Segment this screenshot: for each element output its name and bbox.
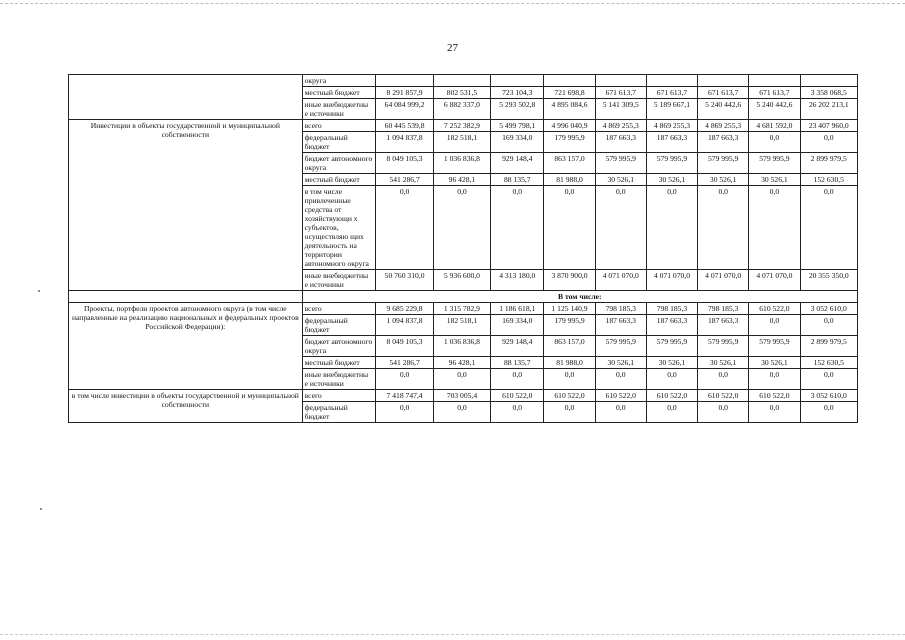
source-label: местный бюджет — [302, 357, 376, 369]
value-cell: 187 663,3 — [646, 315, 697, 336]
value-cell: 0,0 — [491, 402, 544, 423]
value-cell: 30 526,1 — [749, 174, 800, 186]
value-cell: 798 185,3 — [698, 303, 749, 315]
value-cell — [646, 75, 697, 87]
value-cell: 152 630,5 — [800, 357, 857, 369]
value-cell: 0,0 — [749, 186, 800, 270]
value-cell: 0,0 — [800, 369, 857, 390]
value-cell: 8 049 105,3 — [376, 153, 433, 174]
value-cell: 20 355 350,0 — [800, 270, 857, 291]
value-cell: 1 315 782,9 — [433, 303, 490, 315]
empty-cell — [69, 291, 303, 303]
value-cell: 0,0 — [595, 186, 646, 270]
value-cell: 1 094 837,8 — [376, 132, 433, 153]
source-label: бюджет автономного округа — [302, 336, 376, 357]
value-cell: 610 522,0 — [749, 303, 800, 315]
source-label: бюджет автономного округа — [302, 153, 376, 174]
value-cell — [544, 75, 595, 87]
value-cell: 26 202 213,1 — [800, 99, 857, 120]
value-cell: 1 036 836,8 — [433, 336, 490, 357]
value-cell: 929 148,4 — [491, 336, 544, 357]
table-row — [69, 291, 858, 303]
value-cell: 8 291 857,9 — [376, 87, 433, 99]
value-cell: 541 286,7 — [376, 174, 433, 186]
value-cell: 798 185,3 — [646, 303, 697, 315]
value-cell: 30 526,1 — [698, 174, 749, 186]
value-cell: 1 125 140,9 — [544, 303, 595, 315]
value-cell: 169 334,0 — [491, 132, 544, 153]
value-cell — [376, 75, 433, 87]
value-cell: 6 882 337,0 — [433, 99, 490, 120]
value-cell: 610 522,0 — [646, 390, 697, 402]
value-cell: 610 522,0 — [491, 390, 544, 402]
value-cell: 4 071 070,0 — [698, 270, 749, 291]
source-label: всего — [302, 120, 376, 132]
value-cell: 579 995,9 — [698, 336, 749, 357]
value-cell — [595, 75, 646, 87]
value-cell: 0,0 — [698, 402, 749, 423]
value-cell: 4 071 070,0 — [646, 270, 697, 291]
value-cell: 64 084 999,2 — [376, 99, 433, 120]
source-label: всего — [302, 303, 376, 315]
value-cell: 4 869 255,3 — [646, 120, 697, 132]
value-cell: 30 526,1 — [698, 357, 749, 369]
section-title: в том числе инвестиции в объекты государственной и муниципальной собственности — [69, 390, 303, 423]
value-cell: 0,0 — [698, 369, 749, 390]
scan-top-edge — [0, 3, 905, 4]
value-cell: 0,0 — [749, 369, 800, 390]
value-cell: 0,0 — [800, 186, 857, 270]
table-row — [69, 390, 858, 402]
value-cell: 30 526,1 — [595, 174, 646, 186]
value-cell: 4 869 255,3 — [698, 120, 749, 132]
source-label: местный бюджет — [302, 174, 376, 186]
source-label: всего — [302, 390, 376, 402]
value-cell: 96 428,1 — [433, 357, 490, 369]
value-cell: 182 518,1 — [433, 132, 490, 153]
value-cell: 50 760 310,0 — [376, 270, 433, 291]
value-cell: 179 995,9 — [544, 315, 595, 336]
source-label: федеральный бюджет — [302, 132, 376, 153]
value-cell — [749, 75, 800, 87]
value-cell: 671 613,7 — [698, 87, 749, 99]
value-cell: 4 071 070,0 — [595, 270, 646, 291]
value-cell: 5 240 442,6 — [698, 99, 749, 120]
value-cell: 0,0 — [595, 369, 646, 390]
value-cell: 60 445 539,8 — [376, 120, 433, 132]
value-cell: 579 995,9 — [749, 153, 800, 174]
value-cell: 4 071 070,0 — [749, 270, 800, 291]
value-cell: 0,0 — [544, 369, 595, 390]
value-cell: 610 522,0 — [595, 390, 646, 402]
value-cell: 3 870 900,0 — [544, 270, 595, 291]
source-label: иные внебюджетны е источники — [302, 99, 376, 120]
page-number: 27 — [447, 42, 458, 54]
value-cell: 0,0 — [544, 402, 595, 423]
value-cell: 182 518,1 — [433, 315, 490, 336]
scan-bottom-edge — [0, 634, 905, 635]
value-cell: 187 663,3 — [646, 132, 697, 153]
value-cell: 5 936 600,0 — [433, 270, 490, 291]
value-cell: 0,0 — [376, 369, 433, 390]
value-cell: 579 995,9 — [749, 336, 800, 357]
source-label: федеральный бюджет — [302, 402, 376, 423]
value-cell: 579 995,9 — [595, 153, 646, 174]
value-cell: 5 240 442,6 — [749, 99, 800, 120]
value-cell: 1 186 618,1 — [491, 303, 544, 315]
source-label: в том числе привлеченные средства от хозяйствующи х субъектов, осуществляю щих деятельность на территории автономного округа — [302, 186, 376, 270]
value-cell: 1 094 837,8 — [376, 315, 433, 336]
value-cell: 4 313 180,0 — [491, 270, 544, 291]
value-cell: 81 988,0 — [544, 357, 595, 369]
value-cell: 0,0 — [800, 132, 857, 153]
value-cell: 671 613,7 — [595, 87, 646, 99]
table-row — [69, 75, 858, 87]
value-cell: 187 663,3 — [595, 315, 646, 336]
value-cell: 0,0 — [646, 369, 697, 390]
value-cell: 4 869 255,3 — [595, 120, 646, 132]
section-title — [69, 75, 303, 120]
scan-speck — [38, 290, 40, 292]
value-cell: 2 899 979,5 — [800, 153, 857, 174]
value-cell — [491, 75, 544, 87]
value-cell: 8 049 105,3 — [376, 336, 433, 357]
value-cell: 3 052 610,0 — [800, 303, 857, 315]
value-cell: 187 663,3 — [595, 132, 646, 153]
value-cell: 0,0 — [376, 186, 433, 270]
value-cell: 798 185,3 — [595, 303, 646, 315]
value-cell: 0,0 — [800, 315, 857, 336]
value-cell: 88 135,7 — [491, 357, 544, 369]
value-cell — [433, 75, 490, 87]
value-cell: 541 286,7 — [376, 357, 433, 369]
value-cell: 5 499 798,1 — [491, 120, 544, 132]
source-label: иные внебюджетны е источники — [302, 369, 376, 390]
value-cell: 0,0 — [749, 132, 800, 153]
source-label: иные внебюджетны е источники — [302, 270, 376, 291]
value-cell: 3 358 068,5 — [800, 87, 857, 99]
value-cell: 179 995,9 — [544, 132, 595, 153]
value-cell: 5 141 309,5 — [595, 99, 646, 120]
value-cell: 802 531,5 — [433, 87, 490, 99]
value-cell: 0,0 — [646, 402, 697, 423]
value-cell: 30 526,1 — [646, 174, 697, 186]
value-cell: 579 995,9 — [595, 336, 646, 357]
value-cell: 0,0 — [749, 402, 800, 423]
value-cell: 0,0 — [544, 186, 595, 270]
value-cell: 579 995,9 — [646, 153, 697, 174]
value-cell: 671 613,7 — [646, 87, 697, 99]
value-cell: 4 681 592,0 — [749, 120, 800, 132]
value-cell: 9 685 229,8 — [376, 303, 433, 315]
table-row — [69, 303, 858, 315]
value-cell: 863 157,0 — [544, 153, 595, 174]
value-cell: 0,0 — [491, 186, 544, 270]
value-cell: 5 189 667,1 — [646, 99, 697, 120]
value-cell: 7 418 747,4 — [376, 390, 433, 402]
value-cell: 30 526,1 — [749, 357, 800, 369]
value-cell: 4 895 084,6 — [544, 99, 595, 120]
scan-speck — [40, 508, 42, 510]
value-cell: 863 157,0 — [544, 336, 595, 357]
table-row — [69, 120, 858, 132]
value-cell: 88 135,7 — [491, 174, 544, 186]
value-cell: 23 407 960,0 — [800, 120, 857, 132]
value-cell: 152 630,5 — [800, 174, 857, 186]
value-cell: 1 036 836,8 — [433, 153, 490, 174]
value-cell: 0,0 — [376, 402, 433, 423]
value-cell: 0,0 — [749, 315, 800, 336]
value-cell: 169 334,0 — [491, 315, 544, 336]
value-cell: 0,0 — [800, 402, 857, 423]
value-cell: 929 148,4 — [491, 153, 544, 174]
value-cell: 610 522,0 — [544, 390, 595, 402]
value-cell: 4 996 040,9 — [544, 120, 595, 132]
source-label: округа — [302, 75, 376, 87]
value-cell: 671 613,7 — [749, 87, 800, 99]
value-cell: 610 522,0 — [749, 390, 800, 402]
value-cell: 3 052 610,0 — [800, 390, 857, 402]
value-cell: 0,0 — [698, 186, 749, 270]
value-cell: 0,0 — [595, 402, 646, 423]
value-cell: 96 428,1 — [433, 174, 490, 186]
value-cell: 0,0 — [433, 369, 490, 390]
value-cell: 30 526,1 — [595, 357, 646, 369]
value-cell — [800, 75, 857, 87]
value-cell: 723 104,3 — [491, 87, 544, 99]
value-cell: 2 899 979,5 — [800, 336, 857, 357]
section-title: Инвестиции в объекты государственной и муниципальной собственности — [69, 120, 303, 291]
source-label: местный бюджет — [302, 87, 376, 99]
value-cell: 0,0 — [433, 186, 490, 270]
value-cell — [698, 75, 749, 87]
budget-table — [68, 74, 858, 423]
value-cell: 187 663,3 — [698, 132, 749, 153]
value-cell: 30 526,1 — [646, 357, 697, 369]
value-cell: 0,0 — [491, 369, 544, 390]
value-cell: 610 522,0 — [698, 390, 749, 402]
value-cell: 579 995,9 — [698, 153, 749, 174]
value-cell: 81 988,0 — [544, 174, 595, 186]
value-cell: 579 995,9 — [646, 336, 697, 357]
source-label: федеральный бюджет — [302, 315, 376, 336]
value-cell: 5 293 502,8 — [491, 99, 544, 120]
subheading-in-that-number: В том числе: — [302, 291, 857, 303]
value-cell: 721 698,8 — [544, 87, 595, 99]
value-cell: 187 663,3 — [698, 315, 749, 336]
value-cell: 7 252 382,9 — [433, 120, 490, 132]
value-cell: 0,0 — [433, 402, 490, 423]
value-cell: 703 005,4 — [433, 390, 490, 402]
value-cell: 0,0 — [646, 186, 697, 270]
section-title: Проекты, портфели проектов автономного округа (в том числе направленные на реализацию национальных и федеральных проектов Российской Федерации): — [69, 303, 303, 390]
